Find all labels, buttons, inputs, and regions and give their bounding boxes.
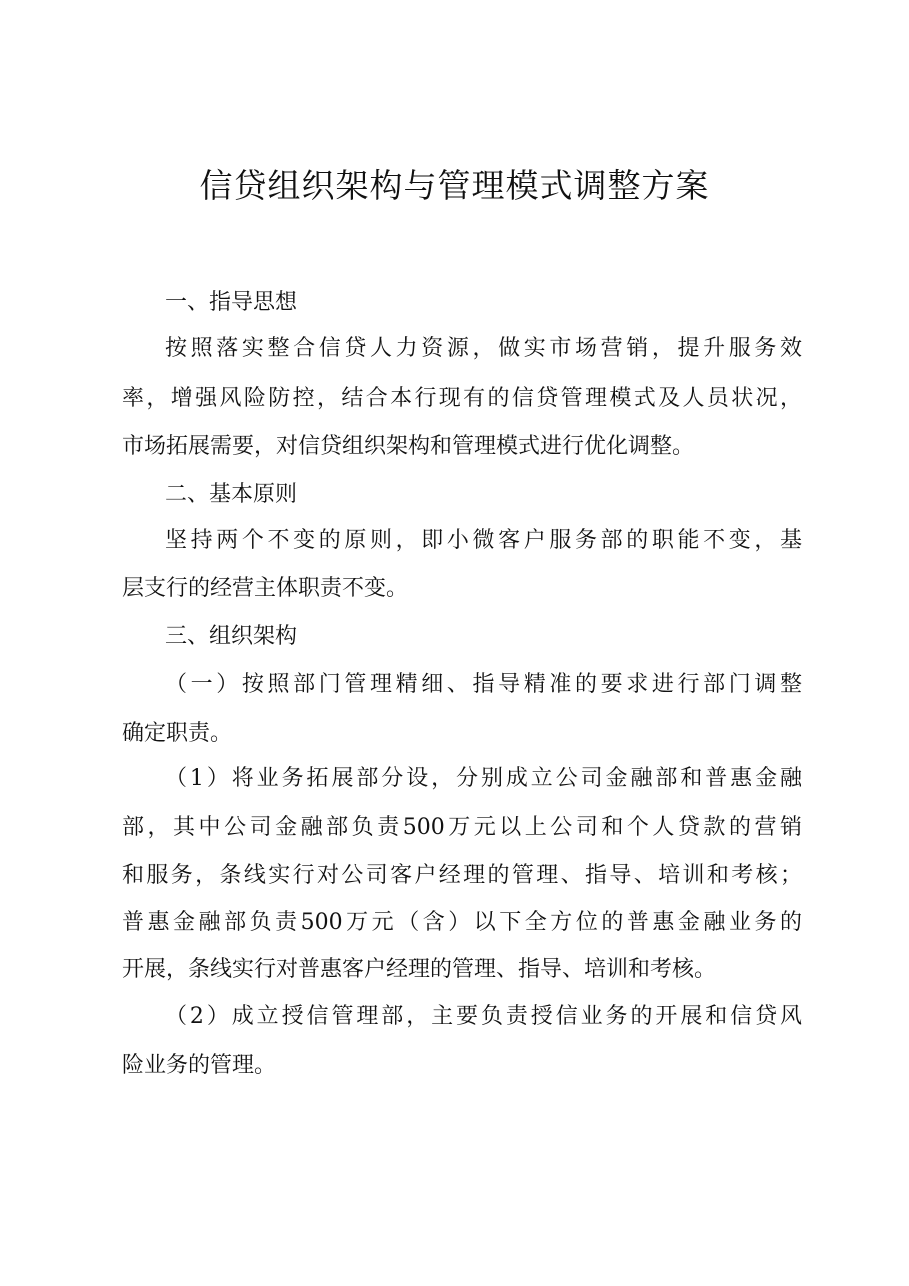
paragraph-line: 坚持两个不变的原则，即小微客户服务部的职能不变，基 — [165, 528, 802, 553]
paragraph-line: （1）将业务拓展部分设，分别成立公司金融部和普惠金融 — [165, 766, 802, 791]
paragraph-line: 开展，条线实行对普惠客户经理的管理、指导、培训和考核。 — [122, 957, 717, 982]
paragraph-line: 险业务的管理。 — [122, 1053, 277, 1078]
paragraph-line: 层支行的经营主体职责不变。 — [122, 576, 409, 601]
section-heading-guiding: 一、指导思想 — [165, 290, 298, 315]
paragraph-line: （一）按照部门管理精细、指导精准的要求进行部门调整 — [165, 672, 802, 697]
paragraph-line: 按照落实整合信贷人力资源，做实市场营销，提升服务效 — [165, 336, 802, 361]
paragraph-line: （2）成立授信管理部，主要负责授信业务的开展和信贷风 — [165, 1004, 802, 1029]
section-heading-structure: 三、组织架构 — [165, 624, 298, 649]
document-title: 信贷组织架构与管理模式调整方案 — [199, 166, 710, 205]
paragraph-line: 普惠金融部负责500万元（含）以下全方位的普惠金融业务的 — [122, 910, 802, 935]
section-heading-principles: 二、基本原则 — [165, 482, 298, 507]
paragraph-line: 部，其中公司金融部负责500万元以上公司和个人贷款的营销 — [122, 815, 802, 840]
paragraph-line: 确定职责。 — [122, 721, 233, 746]
paragraph-line: 和服务，条线实行对公司客户经理的管理、指导、培训和考核； — [122, 863, 802, 888]
paragraph-line: 率，增强风险防控，结合本行现有的信贷管理模式及人员状况， — [122, 386, 802, 411]
paragraph-line: 市场拓展需要，对信贷组织架构和管理模式进行优化调整。 — [122, 434, 695, 459]
